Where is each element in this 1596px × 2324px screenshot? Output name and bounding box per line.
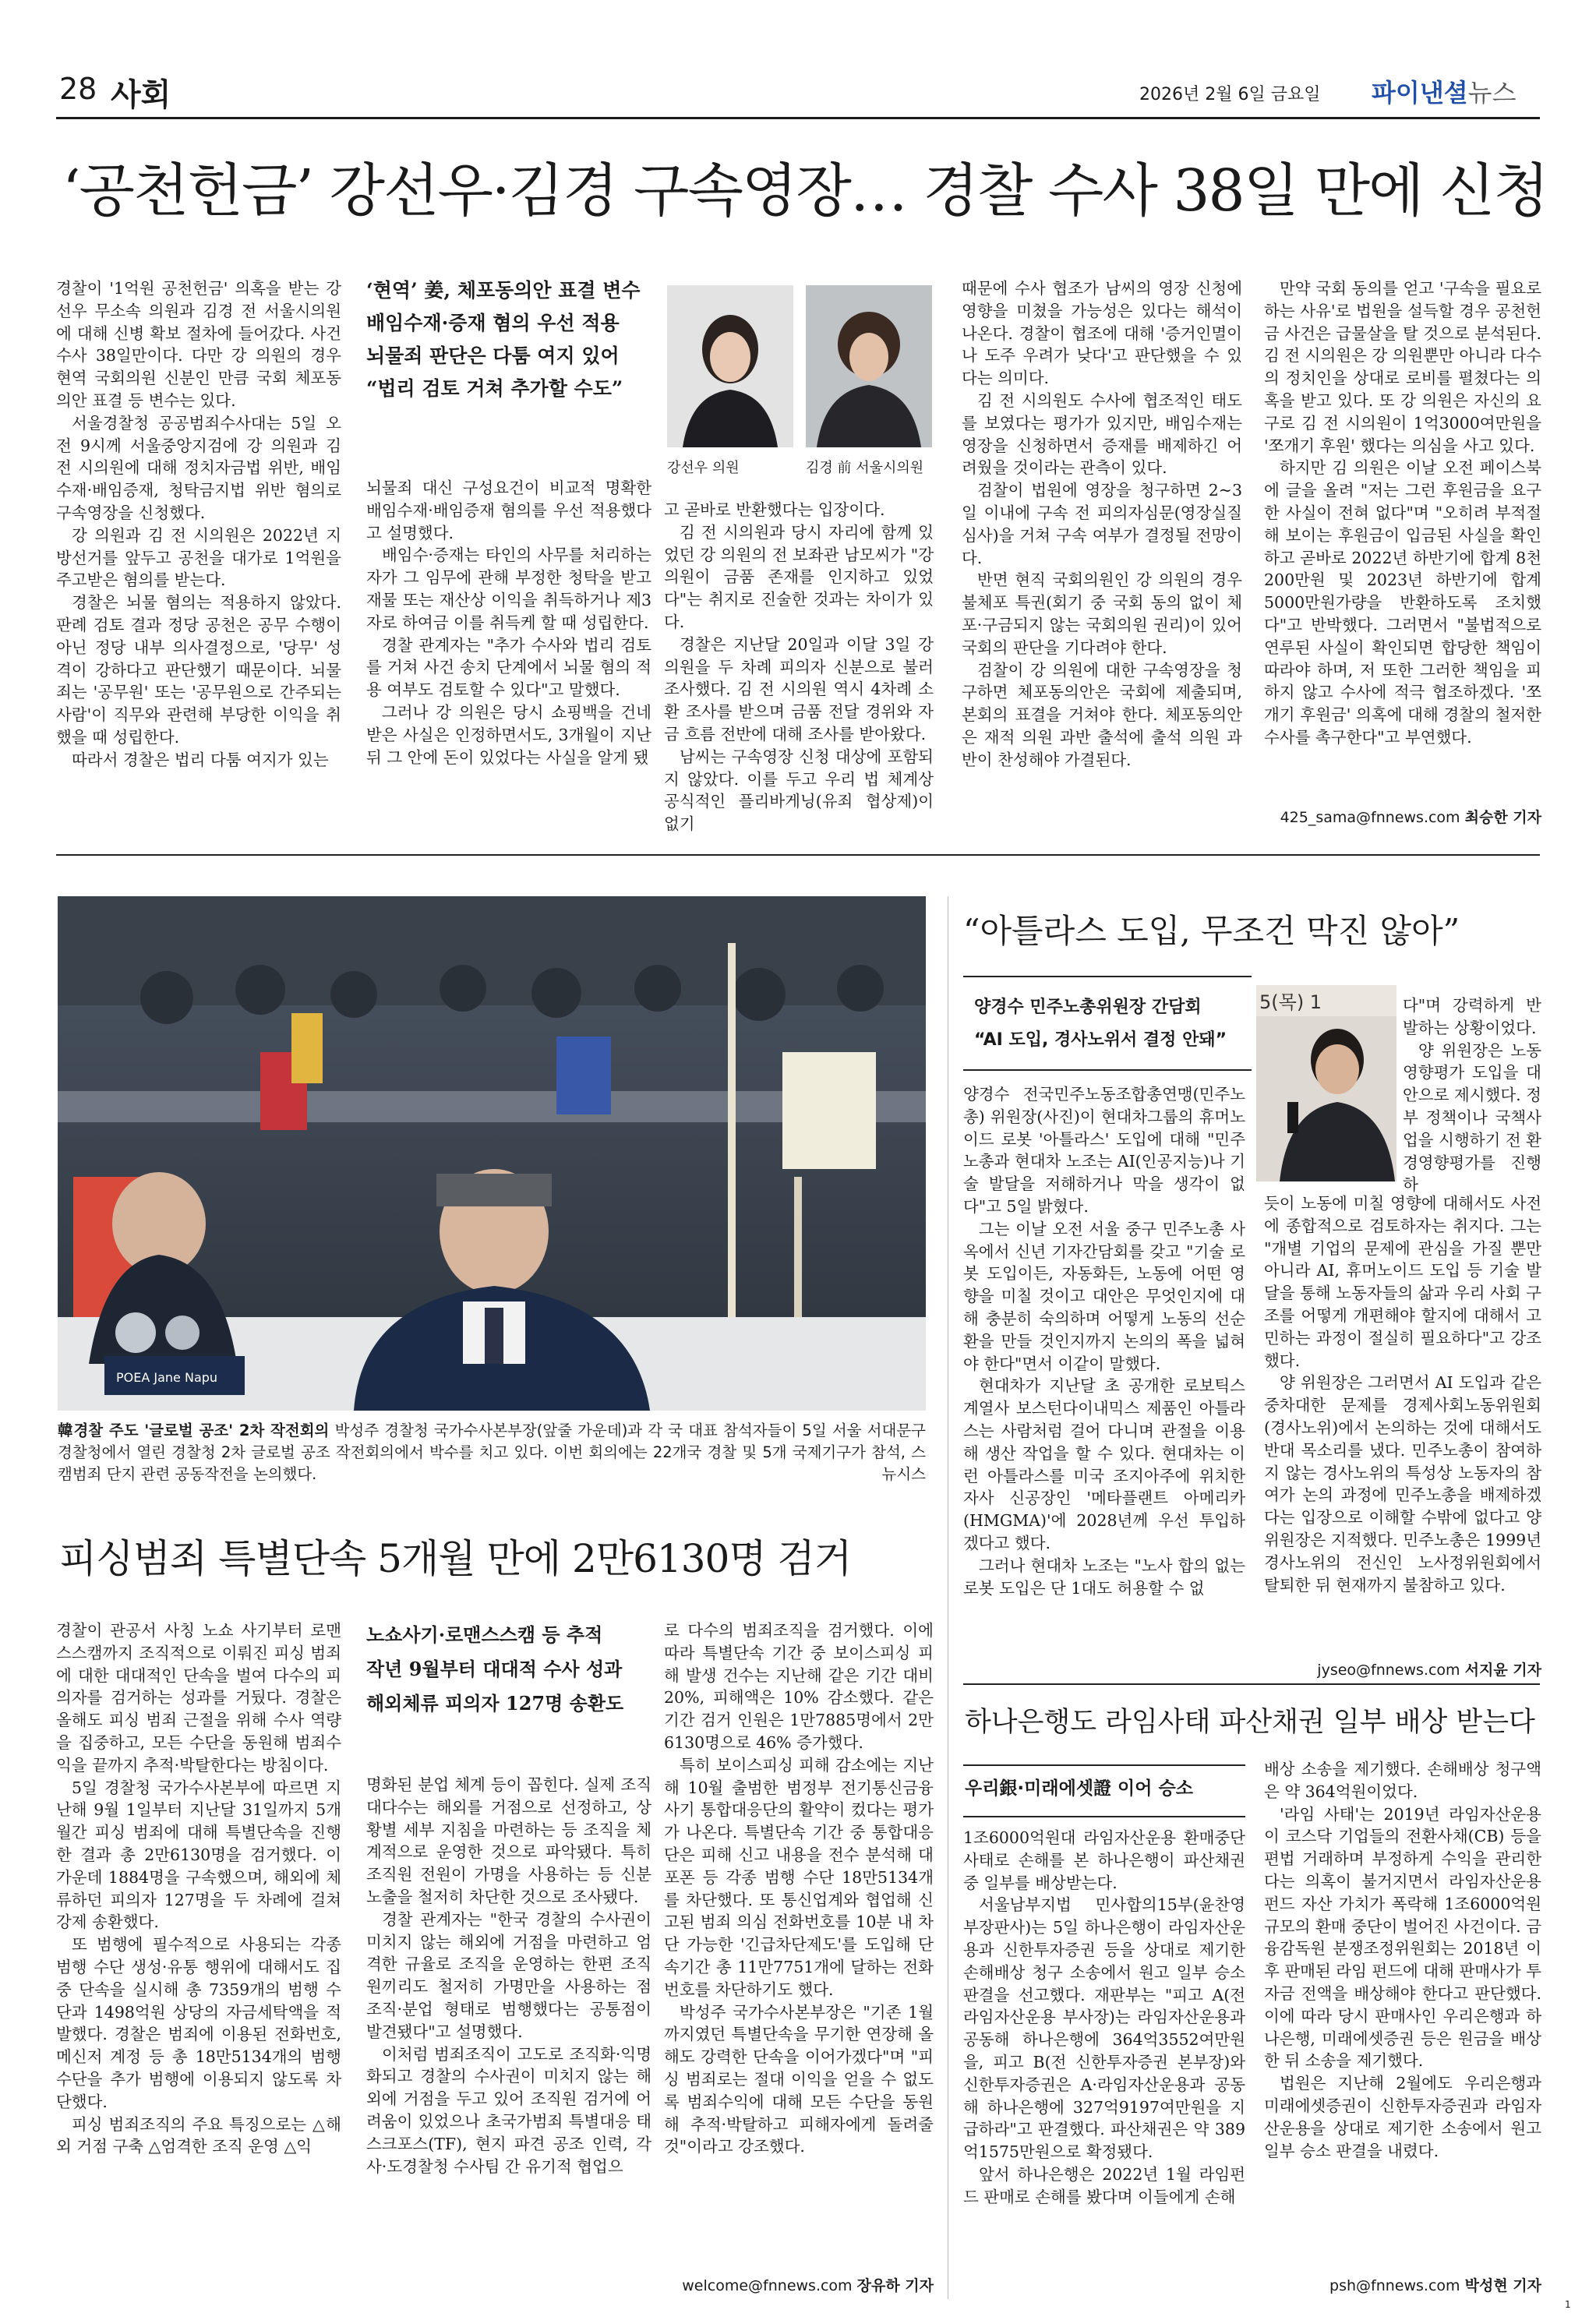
article2-paragraph: 박성주 국가수사본부장은 "기존 1월까지였던 특별단속을 무기한 연장해 올해도 강력한 단속을 이어가겠다"며 "피싱 범죄로는 절대 이익을 얻을 수 없도록 범죄수익에 대해 모든 수단을 동원해 추적·박탈하고 피해자에게 돌려줄 것"이라고 강조했다. [664, 2002, 934, 2156]
article2-paragraph: 5일 경찰청 국가수사본부에 따르면 지난해 9월 1일부터 지난달 31일까지 5개월간 피싱 범죄에 대해 특별단속을 진행한 결과 총 2만6130명을 검거했다. 이 가운데 1884명을 구속했으며, 해외에 체류하던 피의자 127명을 두 차례에 걸쳐 강제 송환했다. [56, 1778, 341, 1932]
photo-caption-title: 韓경찰 주도 '글로벌 공조' 2차 작전회의 [58, 1422, 330, 1439]
article3-paragraph: 양 위원장은 그러면서 AI 도입과 같은 중차대한 문제를 경제사회노동위원회(경사노위)에서 논의하는 것에 대해서도 반대 목소리를 냈다. 민주노총이 참여하지 않는 경사노위의 특성상 노동자의 참여가 논의 과정에 민주노총을 배제하겠다는 입장으로 이해할 수밖에 없다고 양 위원장은 지적했다. 민주노총은 1999년 경사노위의 전신인 노사정위원회에서 탈퇴한 뒤 현재까지 불참하고 있다. [1264, 1373, 1541, 1595]
byline-name: 최승한 기자 [1464, 809, 1541, 826]
article3-subhead: “AI 도입, 경사노위서 결정 안돼” [974, 1030, 1227, 1050]
article4-paragraph: 법원은 지난해 2월에도 우리은행과 미래에셋증권이 신한투자증권과 라임자산운용을 상대로 제기한 소송에서 원고 일부 승소 판결을 내렸다. [1264, 2074, 1541, 2160]
portrait-kim [806, 285, 932, 447]
article1-paragraph: 경찰이 '1억원 공천헌금' 의혹을 받는 강선우 무소속 의원과 김경 전 서울시의원에 대해 신병 확보 절차에 들어갔다. 사건 수사 38일만이다. 다만 강 의원의 경우 현역 국회의원 신분인 만큼 국회 체포동의안 표결 등 변수는 있다. [56, 279, 341, 410]
brand-sub: 뉴스 [1467, 78, 1517, 108]
article1-column-1 [56, 277, 341, 772]
article2-column-3 [664, 1619, 934, 2158]
article4-paragraph: 배상 소송을 제기했다. 손해배상 청구액은 약 364억원이었다. [1264, 1760, 1541, 1801]
article3-paragraph: 양경수 전국민주노동조합총연맹(민주노총) 위원장(사진)이 현대차그룹의 휴머노이드 로봇 '아틀라스' 도입에 대해 "민주노총과 현대차 노조는 AI(인공지능)나 기술 발달을 저해하거나 막을 생각이 없다"고 5일 밝혔다. [963, 1085, 1246, 1216]
article3-paragraph: 그는 이날 오전 서울 중구 민주노총 사옥에서 신년 기자간담회를 갖고 "기술 로봇 도입이든, 자동화든, 노동에 어떤 영향을 미칠 것이고 대안은 무엇인지에 대해 충분히 숙의하며 어떻게 노동의 선순환을 만들 것인지까지 논의의 폭을 넓혀야 한다"면서 이같이 말했다. [963, 1219, 1245, 1373]
article1-paragraph: 따라서 경찰은 법리 다툼 여지가 있는 [72, 750, 329, 769]
article1-subhead: 배임수재·증재 혐의 우선 적용 [366, 312, 620, 334]
article1-byline [1247, 806, 1541, 827]
article2-paragraph: 로 다수의 범죄조직을 검거했다. 이에 따라 특별단속 기간 중 보이스피싱 피해 발생 건수는 지난해 같은 기간 대비 20%, 피해액은 10% 감소했다. 같은 기간 검거 인원은 1만7885명에서 2만6130명으로 46% 증가했다. [664, 1621, 934, 1752]
portrait-kang [667, 285, 793, 447]
article4-paragraph: '라임 사태'는 2019년 라임자산운용이 코스닥 기업들의 전환사채(CB) 등을 편법 거래하며 부정하게 수익을 관리한다는 의혹이 불거지면서 라임자산운용 펀드 자산 가치가 폭락해 1조6000억원 규모의 환매 중단이 벌어진 사건이다. 금융감독원 분쟁조정위원회는 2018년 이후 판매된 라임 펀드에 대해 판매사가 투자금 전액을 배상해야 한다고 판단했다. 이에 따라 당시 판매사인 우리은행과 하나은행, 미래에셋증권 등은 원금을 배상한 뒤 소송을 제기했다. [1264, 1804, 1541, 2071]
brand-logo [1372, 73, 1516, 109]
article1-paragraph: 남씨는 구속영장 신청 대상에 포함되지 않았다. 이를 두고 우리 법 체계상 공식적인 플리바게닝(유죄 협상제)이 없기 [664, 747, 934, 834]
article1-column-5 [1264, 277, 1541, 749]
article1-paragraph: 검찰이 강 의원에 대한 구속영장을 청구하면 체포동의안은 국회에 제출되며, 본회의 표결을 거쳐야 한다. 체포동의안은 재적 의원 과반 출석에 출석 의원 과반이 찬성해야 가결된다. [962, 660, 1242, 769]
byline-name: 박성현 기자 [1464, 2277, 1541, 2294]
article1-subhead: ‘현역’ 姜, 체포동의안 표결 변수 [366, 279, 641, 302]
article2-paragraph: 또 범행에 필수적으로 사용되는 각종 범행 수단 생성·유통 행위에 대해서도 집중 단속을 실시해 총 7359개의 범행 수단과 1498억원 상당의 자금세탁액을 적발했다. 경찰은 범죄에 이용된 전화번호, 메신저 계정 등 총 18만5134개의 범행 수단을 추가 범행에 이용되지 않도록 차단했다. [56, 1935, 341, 2111]
article3-paragraph: 양 위원장은 노동영향평가 도입을 대안으로 제시했다. 정부 정책이나 국책사업을 시행하기 전 환경영향평가를 진행하 [1403, 1040, 1541, 1195]
article3-headline: “아틀라스 도입, 무조건 막진 않아” [963, 912, 1460, 950]
photo-caption-body: 박성주 경찰청 국가수사본부장(앞줄 가운데)과 각 국 대표 참석자들이 5일 서울 서대문구 경찰청에서 열린 경찰청 2차 글로벌 공조 작전회의에서 박수를 치고 있다. 이번 회의에는 22개국 경찰 및 5개 국제기구가 참석, 스캠범죄 단지 관련 공동작전을 논의했다. [58, 1422, 927, 1483]
issue-date: 2026년 2월 6일 금요일 [1139, 85, 1321, 104]
article3-subhead-rule [963, 976, 1252, 977]
byline-name: 서지윤 기자 [1464, 1662, 1541, 1679]
article3-subhead-rule-bottom [963, 1069, 1252, 1071]
article3-column-1 [963, 1083, 1245, 1599]
byline-email: welcome@fnnews.com [682, 2277, 853, 2294]
byline-name: 장유하 기자 [856, 2277, 934, 2294]
article2-subhead: 해외체류 피의자 127명 송환도 [366, 1692, 624, 1715]
portrait-caption-kang: 강선우 의원 [667, 460, 740, 476]
article3-subhead: 양경수 민주노총위원장 간담회 [974, 998, 1202, 1017]
article3-paragraph: 듯이 노동에 미칠 영향에 대해서도 사전에 종합적으로 검토하자는 취지다. 그는 "개별 기업의 문제에 관심을 가질 뿐만 아니라 AI, 휴머노이드 도입 등 기술 발달을 통해 노동자들의 삶과 우리 사회 구조를 어떻게 개편해야 할지에 대해서 고민하는 과정이 절실히 필요하다"고 강조했다. [1264, 1194, 1541, 1370]
article4-headline: 하나은행도 라임사태 파산채권 일부 배상 받는다 [965, 1707, 1535, 1738]
portrait-caption-kim: 김경 前 서울시의원 [806, 460, 924, 476]
article2-column-1 [56, 1619, 341, 2158]
byline-email: 425_sama@fnnews.com [1280, 809, 1460, 826]
article1-paragraph: 하지만 김 의원은 이날 오전 페이스북에 글을 올려 "저는 그런 후원금을 요구한 사실이 전혀 없다"며 "오히려 부적절해 보이는 후원금이 입금된 사실을 확인하고 곧바로 2022년 하반기에 합계 8천200만원 및 2023년 하반기에 합계 5000만원가량을 반환하도록 조치했다"고 반박했다. 그러면서 "불법적으로 연루된 사실이 확인되면 합당한 책임이 따라야 하며, 저 또한 그러한 책임을 피하지 않고 수사에 적극 협조하겠다. '쪼개기 후원금' 의혹에 대해 경찰의 철저한 수사를 촉구한다"고 부연했다. [1264, 458, 1541, 747]
photo-credit: 뉴시스 [881, 1465, 926, 1483]
portrait-banner-text: 5(목) 1 [1259, 991, 1322, 1013]
article2-subhead: 작년 9월부터 대대적 수사 성과 [366, 1658, 623, 1680]
photo-nameplate: POEA Jane Napu [116, 1370, 218, 1385]
article3-column-2-top [1403, 994, 1541, 1196]
article1-paragraph: 서울경찰청 공공범죄수사대는 5일 오전 9시께 서울중앙지검에 강 의원과 김 전 시의원에 대해 정치자금법 위반, 배임수재·배임증재, 청탁금지법 위반 혐의로 구속영장을 신청했다. [56, 413, 341, 522]
article4-paragraph: 서울남부지법 민사합의15부(윤찬영 부장판사)는 5일 하나은행이 라임자산운용과 신한투자증권 등을 상대로 제기한 손해배상 청구 소송에서 원고 일부 승소 판결을 선고했다. 재판부는 "피고 A(전 라임자산운용 부사장)는 라임자산운용과 공동해 하나은행에 364억3552여만원을, 피고 B(전 신한투자증권 본부장)와 신한투자증권은 A·라임자산운용과 공동해 하나은행에 327억9197여만원을 지급하라"고 판결했다. 파산채권은 약 389억1575만원으로 확정됐다. [963, 1895, 1245, 2162]
byline-email: psh@fnnews.com [1329, 2277, 1460, 2294]
article1-paragraph: 검찰이 법원에 영장을 청구하면 2~3일 이내에 구속 전 피의자심문(영장실질심사)을 거쳐 구속 여부가 결정될 전망이다. [962, 481, 1242, 567]
brand-main: 파이낸셜 [1372, 78, 1468, 108]
article2-paragraph: 피싱 범죄조직의 주요 특징으로는 △해외 거점 구축 △엄격한 조직 운영 △익 [56, 2114, 341, 2156]
article4-paragraph: 1조6000억원대 라임자산운용 환매중단 사태로 손해를 본 하나은행이 파산채권 중 일부를 배상받는다. [963, 1828, 1245, 1892]
article1-paragraph: 그러나 강 의원은 당시 쇼핑백을 건네받은 사실은 인정하면서도, 3개월이 지난 뒤 그 안에 돈이 있었다는 사실을 알게 됐 [366, 702, 651, 767]
article1-subhead: 뇌물죄 판단은 다툼 여지 있어 [366, 344, 620, 367]
article1-paragraph: 만약 국회 동의를 얻고 '구속을 필요로 하는 사유'로 법원을 설득할 경우 공천헌금 사건은 급물살을 탈 것으로 분석된다. 김 전 시의원은 강 의원뿐만 아니라 다수의 정치인을 상대로 로비를 펼쳤다는 의혹을 받고 있다. 또 강 의원은 자신의 요구로 김 전 시의원이 1억3000여만원을 '쪼개기 후원' 했다는 의심을 사고 있다. [1264, 279, 1541, 455]
article1-subheads [366, 274, 655, 405]
article2-subhead: 노쇼사기·로맨스스캠 등 추적 [366, 1623, 603, 1646]
article2-paragraph: 이처럼 범죄조직이 고도로 조직화·익명화되고 경찰의 수사권이 미치지 않는 해외에 거점을 두고 있어 조직원 검거에 어려움이 있었으나 초국가범죄 특별대응 태스크포스(TF), 현지 파견 공조 인력, 각 사·도경찰청 수사팀 간 유기적 협업으 [366, 2044, 651, 2176]
article1-paragraph: 배임수·증재는 타인의 사무를 처리하는 자가 그 임무에 관해 부정한 청탁을 받고 재물 또는 재산상 이익을 취득하거나 제3자로 하여금 이를 취득케 할 때 성립한다. [366, 546, 651, 632]
article1-paragraph: 때문에 수사 협조가 남씨의 영장 신청에 영향을 미쳤을 가능성은 있다는 해석이 나온다. 경찰이 협조에 대해 '증거인멸이나 도주 우려가 낮다'고 판단했을 수 있다는 의미다. [962, 279, 1242, 388]
article1-column-3 [664, 499, 934, 835]
article4-byline [1247, 2274, 1541, 2295]
article1-headline: ‘공천헌금’ 강선우·김경 구속영장… 경찰 수사 38일 만에 신청 [62, 157, 1548, 224]
article2-column-2 [366, 1774, 651, 2177]
article1-paragraph: 경찰 관계자는 "추가 수사와 법리 검토를 거쳐 사건 송치 단계에서 뇌물 혐의 적용 여부도 검토할 수 있다"고 말했다. [366, 635, 651, 700]
article2-paragraph: 경찰 관계자는 "한국 경찰의 수사권이 미치지 않는 해외에 거점을 마련하고 엄격한 규율로 조직을 운영하는 한편 조직원끼리도 철저히 가명만을 사용하는 점 조직·분업 형태로 범행했다는 공통점이 발견됐다"고 설명했다. [366, 1909, 651, 2041]
article1-column-4 [962, 277, 1242, 772]
article4-column-2 [1264, 1758, 1541, 2162]
article3-column-2 [1264, 1192, 1541, 1596]
article1-paragraph: 경찰은 지난달 20일과 이달 3일 강 의원을 두 차례 피의자 신분으로 불러 조사했다. 김 전 시의원 역시 4차례 소환 조사를 받으며 금품 전달 경위와 자금 흐름 전반에 대해 조사를 받아왔다. [664, 634, 934, 743]
article3-paragraph: 현대차가 지난달 초 공개한 로보틱스 계열사 보스턴다이내믹스 제품인 아틀라스는 사람처럼 걸어 다니며 관절을 이용해 생산 작업을 할 수 있다. 현대차는 이런 아틀라스를 미국 조지아주에 위치한 자사 신공장인 '메타플랜트 아메리카(HMGMA)'에 2028년께 우선 투입하겠다고 했다. [963, 1376, 1245, 1552]
article1-paragraph: 경찰은 뇌물 혐의는 적용하지 않았다. 판례 검토 결과 정당 공천은 공무 수행이 아닌 정당 내부 의사결정으로, '당무' 성격이 강하다고 판단했기 때문이다. 뇌물죄는 '공무원' 또는 '공무원으로 간주되는 사람'이 직무와 관련해 부당한 이익을 취했을 때 성립한다. [56, 593, 341, 747]
article2-byline [664, 2274, 934, 2295]
article3-byline [1247, 1658, 1541, 1679]
article4-column-1 [963, 1827, 1245, 2209]
section-title: 사회 [111, 77, 171, 113]
header-rule [56, 117, 1540, 119]
section-rule-2 [963, 1683, 1540, 1685]
article1-paragraph: 반면 현직 국회의원인 강 의원의 경우 불체포 특권(회기 중 국회 동의 없이 체포·구금되지 않는 국회의원 권리)이 있어 국회의 판단을 기다려야 한다. [962, 570, 1242, 657]
corner-mark: 1 [1565, 2299, 1571, 2310]
article4-subhead-rule [963, 1764, 1245, 1766]
page-number: 28 [59, 72, 97, 106]
section-rule-1 [56, 854, 1540, 856]
article3-paragraph: 그러나 현대차 노조는 "노사 합의 없는 로봇 도입은 단 1대도 허용할 수 없 [963, 1556, 1245, 1598]
byline-email: jyseo@fnnews.com [1317, 1662, 1460, 1679]
article4-subhead-rule-bottom [963, 1816, 1245, 1817]
article1-paragraph: 뇌물죄 대신 구성요건이 비교적 명확한 배임수재·배임증재 혐의를 우선 적용했다고 설명했다. [366, 479, 651, 542]
article3-subheads [974, 991, 1227, 1057]
conference-photo [58, 896, 926, 1411]
article4-subhead: 우리銀·미래에셋證 이어 승소 [965, 1778, 1193, 1799]
photo-caption [58, 1420, 926, 1485]
article4-paragraph: 앞서 하나은행은 2022년 1월 라임펀드 판매로 손해를 봤다며 이들에게 손해 [963, 2164, 1245, 2206]
article3-paragraph: 다"며 강력하게 반발하는 상황이었다. [1403, 996, 1541, 1037]
article2-paragraph: 특히 보이스피싱 피해 감소에는 지난해 10월 출범한 범정부 전기통신금융사기 통합대응단의 활약이 컸다는 평가가 나온다. 특별단속 기간 중 통합대응단은 피해 신고 내용을 전수 분석해 대포폰 등 각종 범행 수단 18만5134개를 차단했다. 또 통신업계와 협업해 신고된 범죄 의심 전화번호를 10분 내 차단 가능한 '긴급차단제도'를 도입해 단속기간 총 11만7751개에 달하는 전화번호를 차단하기도 했다. [664, 1755, 934, 1999]
article1-paragraph: 강 의원과 김 전 시의원은 2022년 지방선거를 앞두고 공천을 대가로 1억원을 주고받은 혐의를 받는다. [56, 525, 341, 590]
article2-paragraph: 명화된 분업 체계 등이 꼽힌다. 실제 조직 대다수는 해외를 거점으로 선정하고, 상황별 세부 지침을 마련하는 등 조직을 체계적으로 운영한 것으로 파악됐다. 특히 조직원 전원이 가명을 사용하는 등 신분 노출을 철저히 차단한 것으로 조사됐다. [366, 1775, 651, 1906]
article1-paragraph: 김 전 시의원과 당시 자리에 함께 있었던 강 의원의 전 보좌관 남모씨가 "강 의원이 금품 존재를 인지하고 있었다"는 취지로 진술한 것과는 차이가 있다. [664, 522, 934, 631]
article2-paragraph: 경찰이 관공서 사칭 노쇼 사기부터 로맨스스캠까지 조직적으로 이뤄진 피싱 범죄에 대한 대대적인 단속을 벌여 다수의 피의자를 검거하는 성과를 거뒀다. 경찰은 올해도 피싱 범죄 근절을 위해 수사 역량을 집중하고, 모든 수단을 동원해 범죄수익을 끝까지 추적·박탈한다는 방침이다. [56, 1621, 341, 1775]
article1-column-2 [366, 477, 651, 768]
portrait-yang [1256, 985, 1396, 1181]
article1-paragraph: 고 곧바로 반환했다는 입장이다. [664, 500, 885, 519]
article2-headline: 피싱범죄 특별단속 5개월 만에 2만6130명 검거 [59, 1536, 852, 1581]
article2-subheads [366, 1618, 655, 1721]
article1-subhead: “법리 검토 거쳐 추가할 수도” [366, 377, 623, 400]
article1-paragraph: 김 전 시의원도 수사에 협조적인 태도를 보였다는 평가가 있지만, 배임수재는 영장을 신청하면서 증재를 배제하긴 어려웠을 것이라는 관측이 있다. [962, 390, 1242, 478]
